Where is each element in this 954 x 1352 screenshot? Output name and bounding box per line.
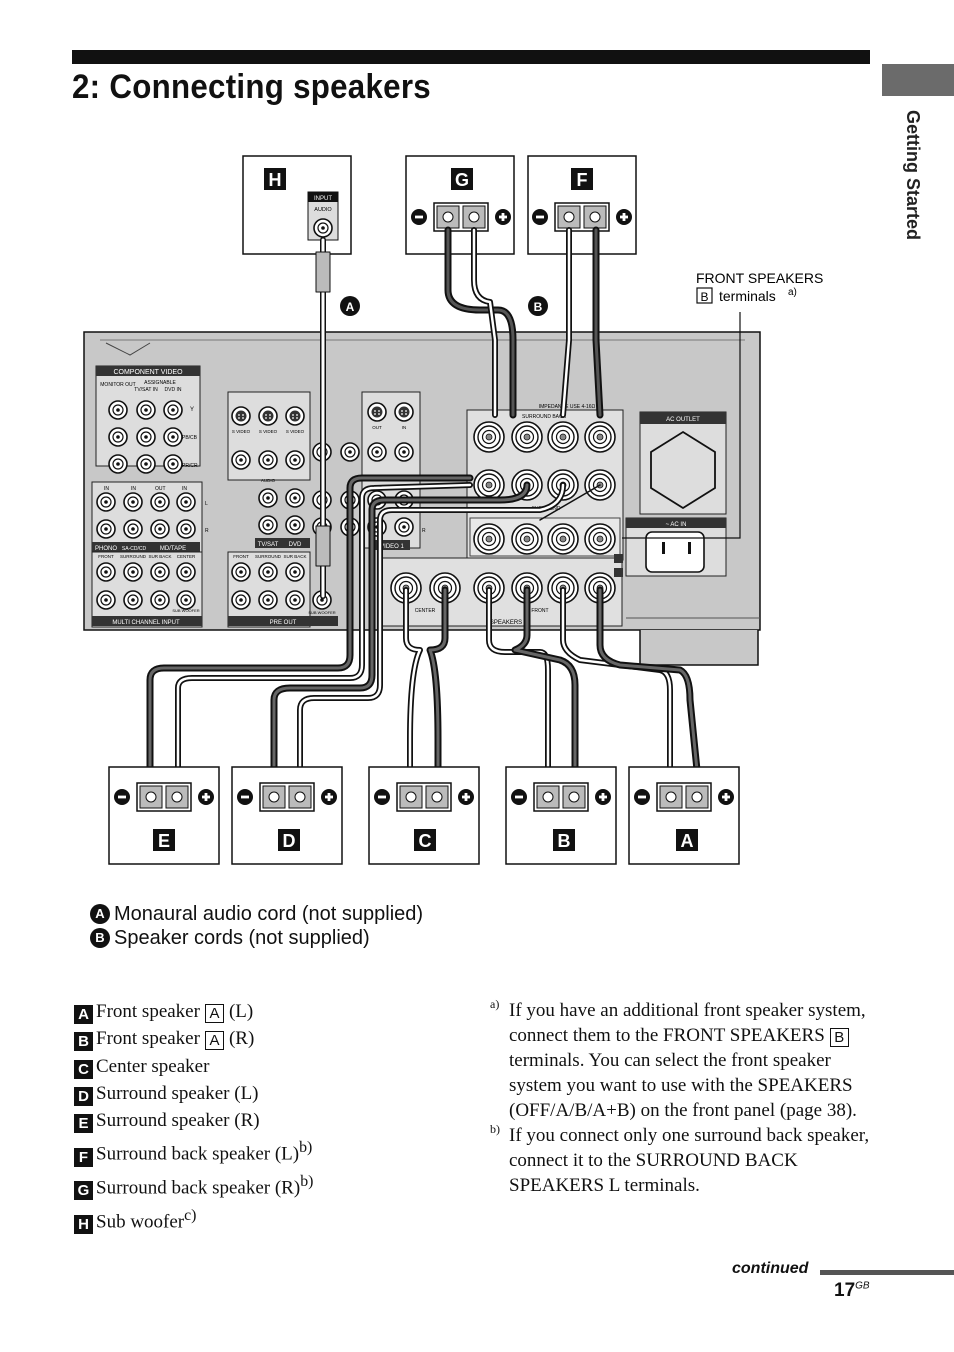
header-rule	[72, 50, 870, 64]
svg-text:AUDIO: AUDIO	[314, 207, 332, 213]
svg-text:SURROUND: SURROUND	[119, 554, 147, 559]
svg-text:FRONT: FRONT	[233, 554, 249, 559]
svg-text:SUR BACK: SUR BACK	[148, 554, 172, 559]
speaker-box-e	[109, 767, 219, 864]
speaker-box-c	[369, 767, 479, 864]
svg-text:C: C	[418, 831, 432, 851]
continued-rule	[820, 1270, 954, 1275]
svg-text:S VIDEO: S VIDEO	[231, 429, 251, 434]
speaker-box-a	[629, 767, 739, 864]
svg-text:B: B	[533, 300, 543, 314]
legend-item: B Front speaker A (R)	[74, 1025, 313, 1052]
page-number: $17^{GB}$	[834, 1280, 870, 1301]
cord-marker-b: B	[90, 928, 110, 948]
footnote-a: a) If you have an additional front speaker system, connect them to the FRONT SPEAKERS Bterminals. You can select the front speaker system you want to use with the SPEAKERS (OFF/A/B/A+B) on the front panel (page 38).	[490, 997, 866, 1121]
svg-text:FRONT SPEAKERS: FRONT SPEAKERS	[696, 270, 824, 286]
speaker-box-d	[232, 767, 342, 864]
legend-item: G Surround back speaker $(R)^{b)}$	[74, 1168, 313, 1202]
svg-text:OUT: OUT	[155, 486, 166, 492]
continued-label: continued	[732, 1260, 809, 1277]
svg-text:D: D	[282, 831, 296, 851]
svg-text:PRE OUT: PRE OUT	[269, 620, 297, 626]
svg-text:FRONT: FRONT	[98, 554, 114, 559]
speaker-box-f	[528, 156, 636, 254]
svg-text:AC OUTLET: AC OUTLET	[666, 417, 700, 423]
cord-text-a: Monaural audio cord (not supplied)	[114, 903, 424, 925]
svg-text:PR/CR: PR/CR	[182, 463, 198, 469]
svg-text:A: A	[345, 300, 355, 314]
side-tab-label: Getting Started	[903, 110, 923, 241]
svg-text:IN: IN	[401, 425, 407, 430]
svg-text:PB/CB: PB/CB	[182, 435, 198, 441]
side-tab-marker	[882, 64, 954, 96]
svg-text:Y: Y	[190, 407, 195, 413]
legend-item: E Surround speaker (R)	[74, 1107, 313, 1134]
svg-text:TV/SAT IN: TV/SAT IN	[134, 387, 158, 393]
svg-text:E: E	[157, 831, 171, 851]
speaker-box-b	[506, 767, 616, 864]
svg-text:IN: IN	[182, 486, 187, 492]
svg-text:SURROUND BACK: SURROUND BACK	[522, 414, 566, 420]
svg-text:CENTER: CENTER	[176, 554, 196, 559]
svg-text:MULTI CHANNEL INPUT: MULTI CHANNEL INPUT	[112, 620, 180, 626]
svg-text:B: B	[700, 290, 709, 304]
svg-text:ASSIGNABLE: ASSIGNABLE	[144, 380, 176, 386]
svg-text:L: L	[205, 501, 208, 507]
legend-item: A Front speaker A (L)	[74, 998, 313, 1025]
svg-text:IMPEDANCE USE 4-16Ω: IMPEDANCE USE 4-16Ω	[538, 404, 596, 410]
svg-text:S VIDEO: S VIDEO	[285, 429, 305, 434]
legend-item: C Center speaker	[74, 1053, 313, 1080]
footnote-b: b) If you connect only one surround back speaker, connect it to the SURROUND BACK SPEAKERS L terminals.	[490, 1122, 870, 1196]
svg-text:SURROUND: SURROUND	[531, 506, 561, 512]
svg-text:SURROUND: SURROUND	[254, 554, 282, 559]
svg-text:AUDIO: AUDIO	[260, 478, 276, 483]
svg-text:S VIDEO: S VIDEO	[258, 429, 278, 434]
svg-text:OUT: OUT	[372, 425, 382, 430]
svg-text:A: A	[680, 831, 694, 851]
svg-text:CENTER: CENTER	[414, 608, 436, 614]
svg-text:a): a)	[788, 287, 797, 298]
cord-caption-b	[90, 927, 370, 950]
svg-text:INPUT: INPUT	[314, 196, 332, 202]
svg-text:DVD IN: DVD IN	[164, 387, 182, 393]
svg-text:COMPONENT VIDEO: COMPONENT VIDEO	[113, 369, 183, 376]
svg-text:terminals: terminals	[719, 288, 776, 304]
svg-text:F: F	[576, 170, 588, 190]
svg-text:~ AC IN: ~ AC IN	[665, 522, 687, 528]
speaker-box-g	[406, 156, 514, 254]
legend-item: F Surround back speaker $(L)^{b)}$	[74, 1134, 313, 1168]
svg-text:R: R	[422, 528, 426, 534]
svg-text:H: H	[268, 170, 282, 190]
svg-text:B: B	[557, 831, 571, 851]
svg-text:R: R	[205, 528, 209, 534]
svg-text:G: G	[454, 170, 470, 190]
svg-text:IN: IN	[104, 486, 109, 492]
svg-text:IN: IN	[131, 486, 136, 492]
svg-text:SPEAKERS: SPEAKERS	[489, 620, 523, 626]
svg-text:SUB WOOFER: SUB WOOFER	[308, 610, 336, 615]
svg-text:DVD: DVD	[288, 542, 302, 548]
svg-text:SUR BACK: SUR BACK	[283, 554, 307, 559]
speaker-connection-diagram	[0, 140, 954, 880]
speaker-legend	[74, 998, 313, 1235]
svg-text:PHONO: PHONO	[94, 546, 118, 552]
cord-caption-a	[90, 903, 423, 926]
svg-text:SUB WOOFER: SUB WOOFER	[172, 608, 200, 613]
page-title: 2: Connecting speakers	[72, 68, 431, 106]
footnotes	[490, 998, 870, 1198]
speaker-box-h	[243, 156, 351, 254]
cord-text-b: Speaker cords (not supplied)	[114, 927, 370, 949]
cord-marker-a: A	[90, 904, 110, 924]
svg-text:MD/TAPE: MD/TAPE	[159, 546, 187, 552]
svg-text:TV/SAT: TV/SAT	[257, 542, 279, 548]
svg-text:VIDEO 1: VIDEO 1	[380, 544, 404, 550]
svg-text:FRONT: FRONT	[531, 608, 549, 614]
svg-text:SA-CD/CD: SA-CD/CD	[121, 546, 147, 552]
legend-item: D Surround speaker (L)	[74, 1080, 313, 1107]
svg-text:MONITOR OUT: MONITOR OUT	[100, 382, 136, 388]
legend-item: H Sub woofer$^{c)}$	[74, 1202, 313, 1236]
